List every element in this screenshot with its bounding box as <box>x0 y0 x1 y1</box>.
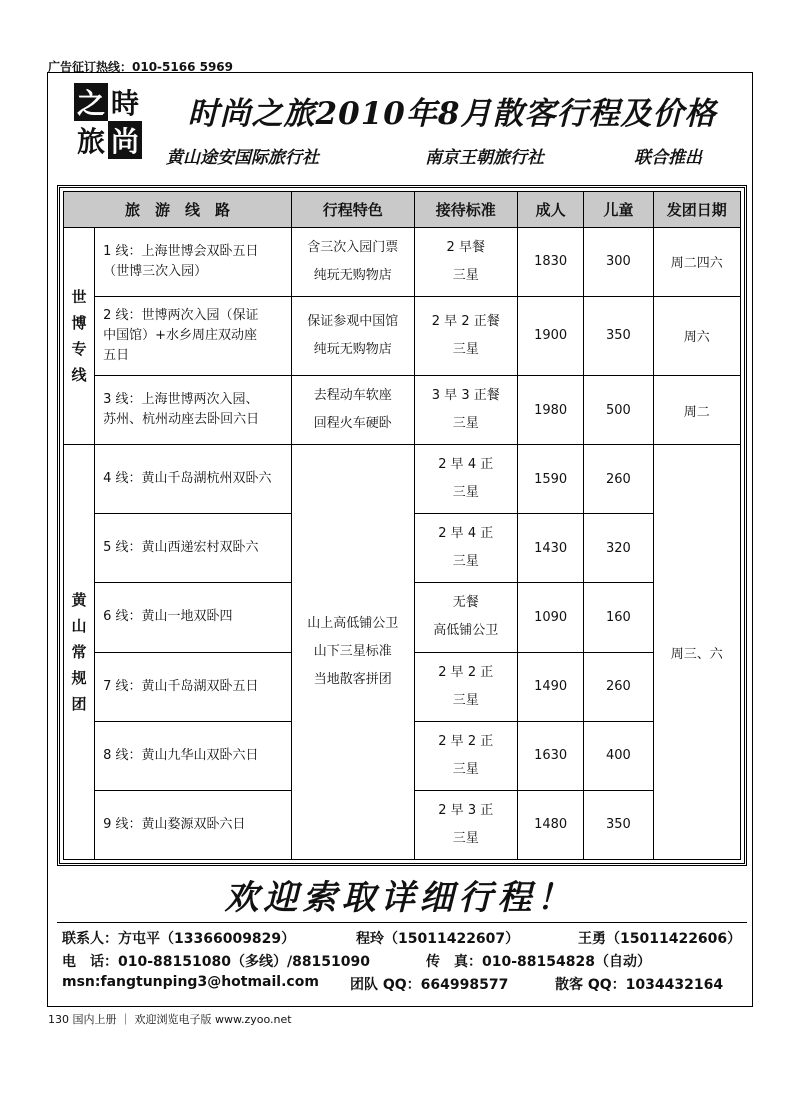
joint-launch: 联合推出 <box>634 148 702 168</box>
logo-char: 尚 <box>108 121 142 159</box>
dates-cell: 周六 <box>653 296 740 375</box>
agency-2: 南京王朝旅行社 <box>425 148 544 168</box>
adult-price: 1900 <box>517 296 583 375</box>
adult-price: 1830 <box>517 227 583 296</box>
child-price: 300 <box>584 227 653 296</box>
adult-price: 1630 <box>517 721 583 790</box>
route-cell: 6 线：黄山一地双卧四 <box>95 583 292 652</box>
category-expo: 世 博 专 线 <box>64 227 95 445</box>
page-footer: 130 国内上册 ｜ 欢迎浏览电子版 www.zyoo.net <box>48 1013 292 1026</box>
route-cell: 8 线：黄山九华山双卧六日 <box>95 721 292 790</box>
logo-char: 之 <box>74 83 108 121</box>
col-header-standard: 接待标准 <box>414 192 517 228</box>
col-header-adult: 成人 <box>517 192 583 228</box>
col-header-child: 儿童 <box>584 192 653 228</box>
feature-cell: 保证参观中国馆 纯玩无购物店 <box>292 296 415 375</box>
standard-cell: 2 早餐 三星 <box>414 227 517 296</box>
category-huangshan: 黄 山 常 规 团 <box>64 445 95 860</box>
individual-qq: 散客 QQ：1034432164 <box>555 977 724 993</box>
adult-price: 1490 <box>517 652 583 721</box>
child-price: 160 <box>584 583 653 652</box>
route-cell: 7 线：黄山千岛湖双卧五日 <box>95 652 292 721</box>
col-header-route: 旅 游 线 路 <box>64 192 292 228</box>
msn-line[interactable]: msn:fangtunping3@hotmail.com <box>62 974 319 990</box>
route-cell: 4 线：黄山千岛湖杭州双卧六 <box>95 445 292 514</box>
feature-cell: 含三次入园门票 纯玩无购物店 <box>292 227 415 296</box>
standard-cell: 2 早 2 正餐 三星 <box>414 296 517 375</box>
contact-person-main: 联系人：方屯平（13366009829） <box>62 931 296 947</box>
route-cell: 1 线：上海世博会双卧五日 （世博三次入园） <box>95 227 292 296</box>
itinerary-table <box>63 191 741 860</box>
itinerary-table-frame <box>57 185 747 866</box>
agency-1: 黄山途安国际旅行社 <box>166 148 319 168</box>
child-price: 260 <box>584 652 653 721</box>
page-title: 时尚之旅2010年8月散客行程及价格 <box>187 96 717 132</box>
table-row <box>64 445 741 514</box>
adult-price: 1590 <box>517 445 583 514</box>
route-cell: 9 线：黄山婺源双卧六日 <box>95 790 292 859</box>
child-price: 350 <box>584 790 653 859</box>
col-header-feature: 行程特色 <box>292 192 415 228</box>
standard-cell: 无餐 高低铺公卫 <box>414 583 517 652</box>
table-row <box>64 227 741 296</box>
route-cell: 3 线：上海世博两次入园、 苏州、杭州动座去卧回六日 <box>95 376 292 445</box>
child-price: 320 <box>584 514 653 583</box>
standard-cell: 2 早 4 正 三星 <box>414 445 517 514</box>
group-feature-cell: 山上高低铺公卫 山下三星标准 当地散客拼团 <box>292 445 415 860</box>
col-header-dates: 发团日期 <box>653 192 740 228</box>
child-price: 400 <box>584 721 653 790</box>
adult-price: 1430 <box>517 514 583 583</box>
route-cell: 2 线：世博两次入园（保证 中国馆）+水乡周庄双动座 五日 <box>95 296 292 375</box>
feature-cell: 去程动车软座 回程火车硬卧 <box>292 376 415 445</box>
standard-cell: 2 早 2 正 三星 <box>414 652 517 721</box>
group-dates-cell: 周三、六 <box>653 445 740 860</box>
fax-line: 传 真：010-88154828（自动） <box>426 954 651 970</box>
child-price: 500 <box>584 376 653 445</box>
logo-char: 時 <box>108 83 142 121</box>
route-cell: 5 线：黄山西递宏村双卧六 <box>95 514 292 583</box>
table-row <box>64 296 741 375</box>
standard-cell: 2 早 3 正 三星 <box>414 790 517 859</box>
adult-price: 1480 <box>517 790 583 859</box>
child-price: 350 <box>584 296 653 375</box>
brand-logo <box>74 83 142 159</box>
standard-cell: 2 早 2 正 三星 <box>414 721 517 790</box>
team-qq: 团队 QQ：664998577 <box>350 977 509 993</box>
phone-line: 电 话：010-88151080（多线）/88151090 <box>62 954 371 970</box>
contact-divider <box>57 922 747 923</box>
adult-price: 1980 <box>517 376 583 445</box>
table-row <box>64 376 741 445</box>
standard-cell: 3 早 3 正餐 三星 <box>414 376 517 445</box>
adult-price: 1090 <box>517 583 583 652</box>
contact-person-3: 王勇（15011422606） <box>578 931 742 947</box>
contact-person-2: 程玲（15011422607） <box>356 931 520 947</box>
logo-char: 旅 <box>74 121 108 159</box>
ad-hotline: 广告征订热线：010-5166 5969 <box>48 60 234 74</box>
child-price: 260 <box>584 445 653 514</box>
table-header-row <box>64 192 741 228</box>
dates-cell: 周二四六 <box>653 227 740 296</box>
dates-cell: 周二 <box>653 376 740 445</box>
standard-cell: 2 早 4 正 三星 <box>414 514 517 583</box>
welcome-banner: 欢迎索取详细行程！ <box>224 878 576 918</box>
